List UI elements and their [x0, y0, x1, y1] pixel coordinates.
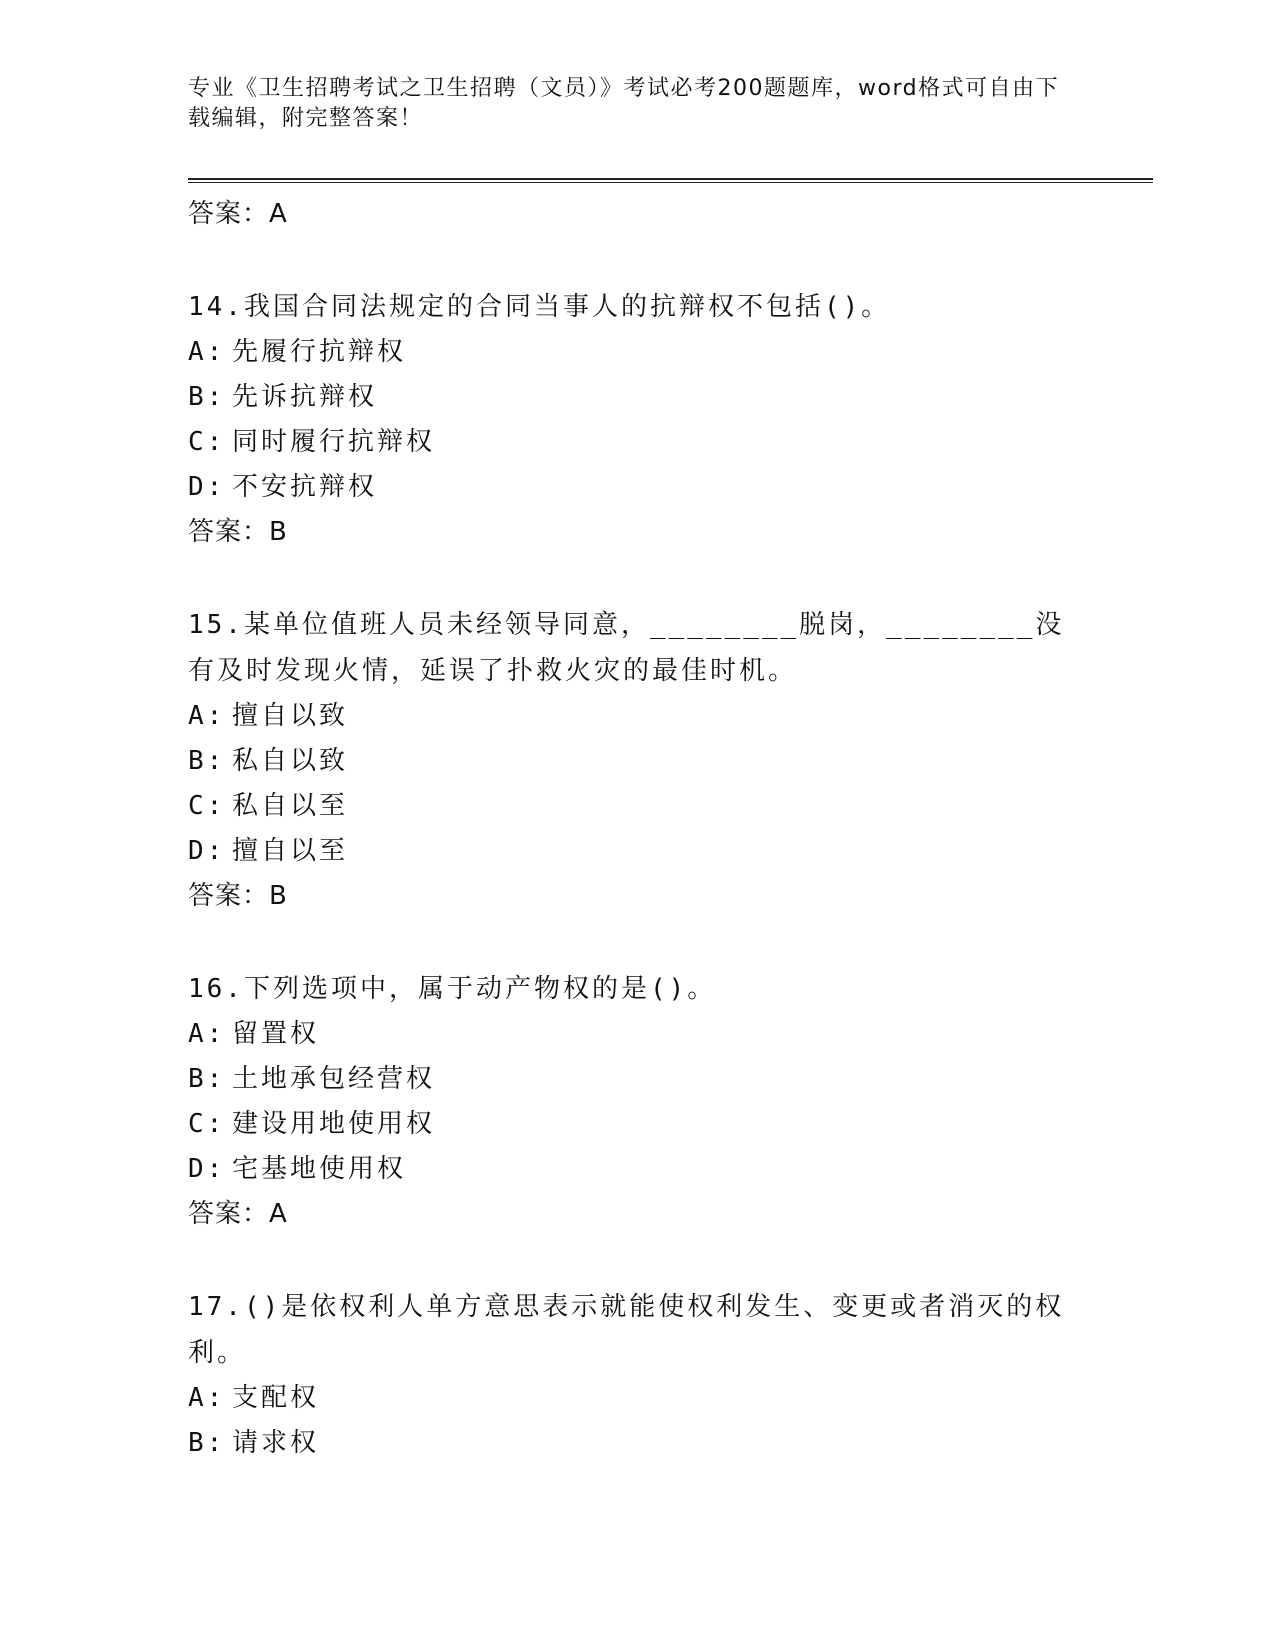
option-d — [188, 829, 1088, 874]
option-text: 支配权 — [232, 1383, 320, 1413]
option-key: C: — [188, 1109, 226, 1139]
option-key: D: — [188, 1154, 226, 1184]
option-key: D: — [188, 472, 226, 502]
question-17 — [188, 1284, 1088, 1466]
answer-value: A — [269, 199, 288, 229]
answer-16 — [188, 1192, 1088, 1236]
answer-value: B — [269, 881, 288, 911]
option-text: 土地承包经营权 — [232, 1064, 436, 1094]
answer-value: B — [269, 517, 288, 547]
document-header: 专业《卫生招聘考试之卫生招聘（文员）》考试必考200题题库，word格式可自由下载编辑，附完整答案！ — [188, 76, 1060, 131]
header-rule-thick — [188, 178, 1153, 180]
option-key: A: — [188, 701, 226, 731]
question-stem: 14.我国合同法规定的合同当事人的抗辩权不包括()。 — [188, 292, 891, 322]
option-key: B: — [188, 1428, 226, 1458]
header-rule-thin — [188, 182, 1153, 183]
question-stem: 17.()是依权利人单方意思表示就能使权利发生、变更或者消灭的权利。 — [188, 1292, 1065, 1368]
option-c — [188, 1102, 1088, 1147]
answer-label: 答案： — [188, 881, 270, 911]
option-text: 先履行抗辩权 — [232, 337, 407, 367]
answer-value: A — [269, 1199, 288, 1229]
question-list — [188, 192, 1088, 1466]
option-b — [188, 739, 1088, 784]
option-key: B: — [188, 746, 226, 776]
option-key: C: — [188, 427, 226, 457]
option-key: C: — [188, 791, 226, 821]
answer-14 — [188, 510, 1088, 554]
option-text: 建设用地使用权 — [232, 1109, 436, 1139]
option-key: B: — [188, 1064, 226, 1094]
answer-15 — [188, 874, 1088, 918]
option-key: A: — [188, 337, 226, 367]
option-key: A: — [188, 1383, 226, 1413]
option-text: 留置权 — [232, 1019, 320, 1049]
question-14 — [188, 284, 1088, 554]
option-a — [188, 694, 1088, 739]
option-key: D: — [188, 836, 226, 866]
question-stem: 15.某单位值班人员未经领导同意，________脱岗，________没有及时发现火情，延误了扑救火灾的最佳时机。 — [188, 610, 1065, 686]
option-text: 同时履行抗辩权 — [232, 427, 436, 457]
option-c — [188, 784, 1088, 829]
option-a — [188, 330, 1088, 375]
option-text: 不安抗辩权 — [232, 472, 378, 502]
option-b — [188, 1421, 1088, 1466]
option-b — [188, 375, 1088, 420]
answer-label: 答案： — [188, 1199, 270, 1229]
question-stem: 16.下列选项中，属于动产物权的是()。 — [188, 974, 717, 1004]
option-a — [188, 1012, 1088, 1057]
option-key: B: — [188, 382, 226, 412]
option-c — [188, 420, 1088, 465]
question-16 — [188, 966, 1088, 1236]
option-b — [188, 1057, 1088, 1102]
option-text: 请求权 — [232, 1428, 320, 1458]
question-15 — [188, 602, 1088, 918]
answer-label: 答案： — [188, 199, 270, 229]
option-text: 擅自以至 — [232, 836, 349, 866]
option-text: 私自以致 — [232, 746, 349, 776]
option-text: 先诉抗辩权 — [232, 382, 378, 412]
option-d — [188, 1147, 1088, 1192]
option-text: 擅自以致 — [232, 701, 349, 731]
option-text: 私自以至 — [232, 791, 349, 821]
answer-label: 答案： — [188, 517, 270, 547]
option-key: A: — [188, 1019, 226, 1049]
option-text: 宅基地使用权 — [232, 1154, 407, 1184]
option-a — [188, 1376, 1088, 1421]
option-d — [188, 465, 1088, 510]
answer-13 — [188, 192, 1088, 236]
